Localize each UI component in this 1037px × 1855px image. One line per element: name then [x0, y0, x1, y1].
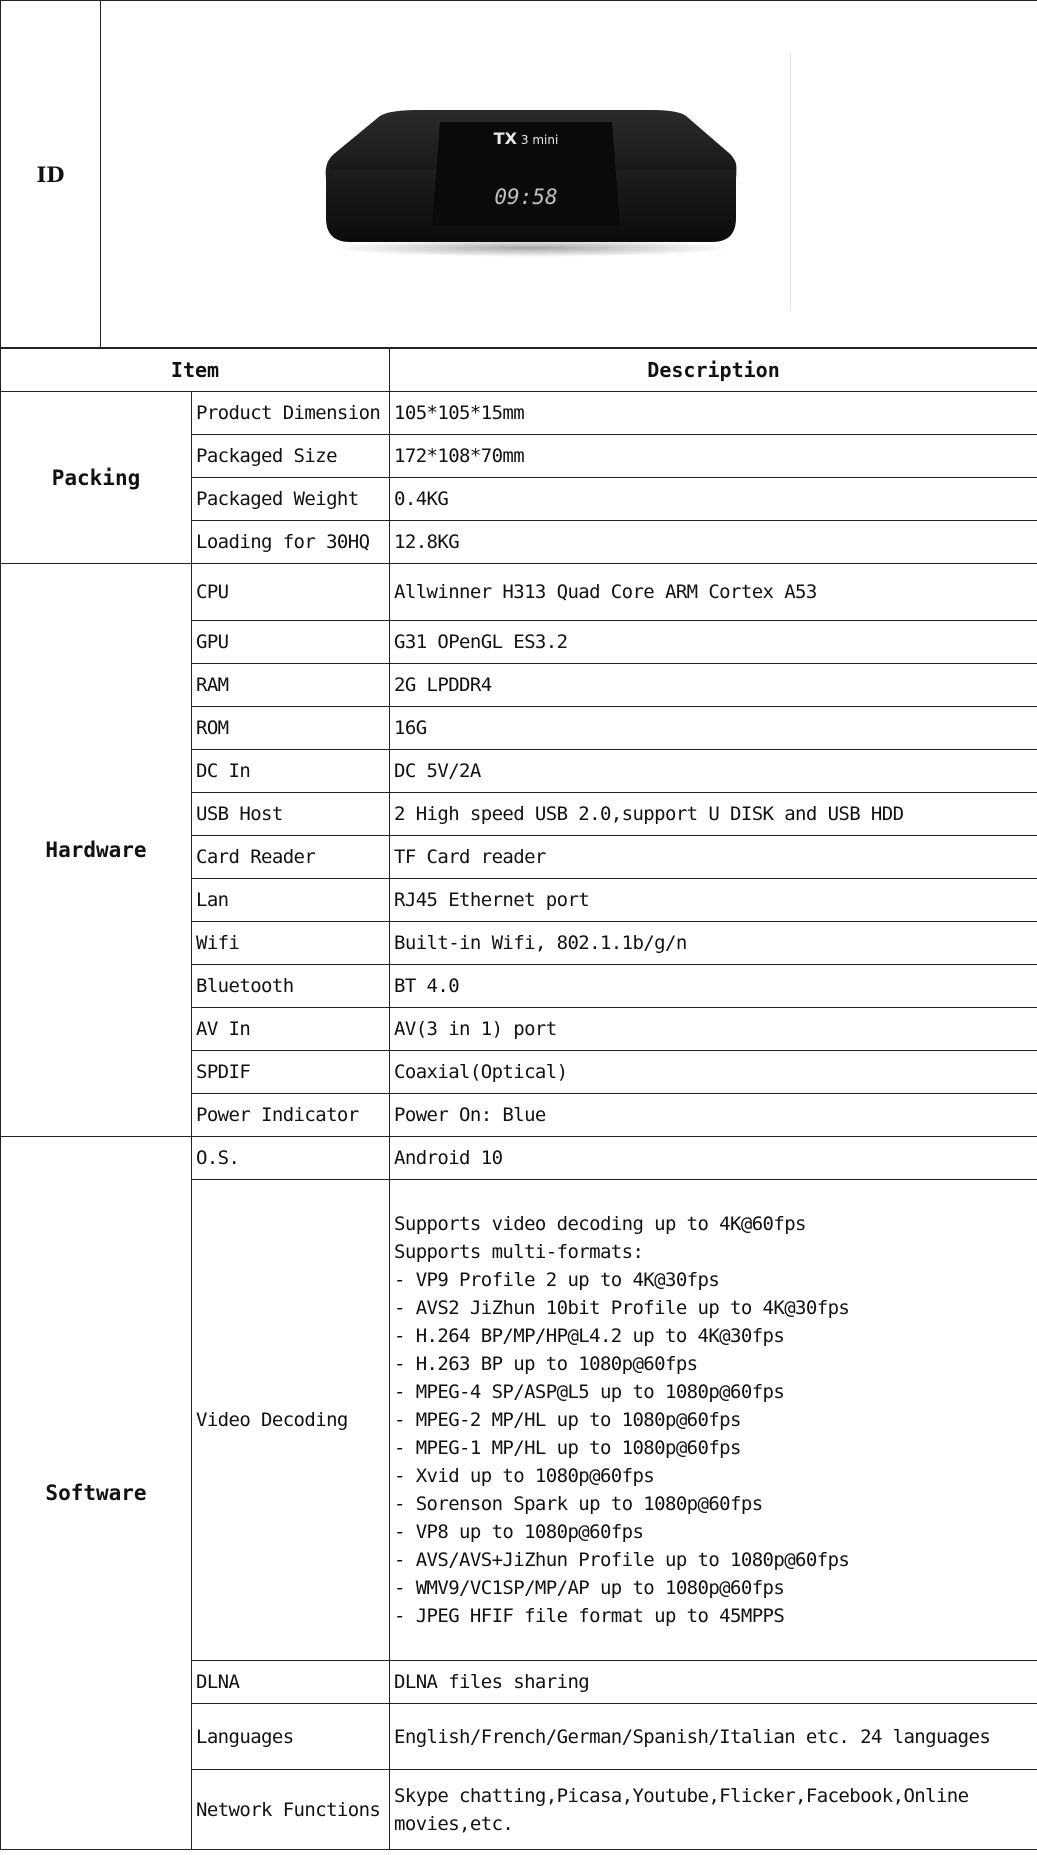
group-hardware: Hardware: [1, 564, 192, 1137]
row-item: Card Reader: [192, 836, 390, 879]
row-value: DC 5V/2A: [390, 750, 1037, 793]
brand-logo: TX 3 mini: [493, 129, 559, 148]
group-software: Software: [1, 1137, 192, 1850]
row-value: 2G LPDDR4: [390, 664, 1037, 707]
row-item: Power Indicator: [192, 1094, 390, 1137]
row-value: 16G: [390, 707, 1037, 750]
row-value: 0.4KG: [390, 478, 1037, 521]
list-item: Supports multi-formats:: [394, 1241, 644, 1263]
list-item: - AVS2 JiZhun 10bit Profile up to 4K@30fps: [394, 1297, 850, 1319]
row-value: 105*105*15mm: [390, 392, 1037, 435]
group-packing: Packing: [1, 392, 192, 564]
row-item: AV In: [192, 1008, 390, 1051]
row-item: Video Decoding: [192, 1180, 390, 1661]
row-item: RAM: [192, 664, 390, 707]
row-value: AV(3 in 1) port: [390, 1008, 1037, 1051]
row-item: Bluetooth: [192, 965, 390, 1008]
row-value: Coaxial(Optical): [390, 1051, 1037, 1094]
list-item: - WMV9/VC1SP/MP/AP up to 1080p@60fps: [394, 1577, 785, 1599]
row-item: Loading for 30HQ: [192, 521, 390, 564]
row-item: O.S.: [192, 1137, 390, 1180]
row-item: Wifi: [192, 922, 390, 965]
row-value: G31 OPenGL ES3.2: [390, 621, 1037, 664]
row-value: TF Card reader: [390, 836, 1037, 879]
row-item: Packaged Size: [192, 435, 390, 478]
row-value: DLNA files sharing: [390, 1661, 1037, 1704]
row-item: Network Functions: [192, 1770, 390, 1850]
row-item: GPU: [192, 621, 390, 664]
table-row: [1, 392, 1037, 435]
list-item: - JPEG HFIF file format up to 45MPPS: [394, 1605, 785, 1627]
list-item: - H.263 BP up to 1080p@60fps: [394, 1353, 698, 1375]
row-item: Product Dimension: [192, 392, 390, 435]
clock-display: 09:58: [494, 185, 558, 209]
list-item: Supports video decoding up to 4K@60fps: [394, 1213, 806, 1235]
list-item: - VP8 up to 1080p@60fps: [394, 1521, 644, 1543]
list-item: - AVS/AVS+JiZhun Profile up to 1080p@60fps: [394, 1549, 850, 1571]
row-item: USB Host: [192, 793, 390, 836]
tv-box-product-image: [320, 108, 740, 258]
list-item: - VP9 Profile 2 up to 4K@30fps: [394, 1269, 720, 1291]
row-value: Android 10: [390, 1137, 1037, 1180]
table-row: [1, 564, 1037, 621]
row-value: RJ45 Ethernet port: [390, 879, 1037, 922]
row-item: Lan: [192, 879, 390, 922]
list-item: - MPEG-4 SP/ASP@L5 up to 1080p@60fps: [394, 1381, 785, 1403]
spec-table: [0, 348, 1037, 1850]
row-value: BT 4.0: [390, 965, 1037, 1008]
list-item: - MPEG-2 MP/HL up to 1080p@60fps: [394, 1409, 741, 1431]
row-item: DLNA: [192, 1661, 390, 1704]
list-item: - Sorenson Spark up to 1080p@60fps: [394, 1493, 763, 1515]
row-item: Languages: [192, 1704, 390, 1770]
header-description: Description: [390, 349, 1037, 392]
header-item: Item: [1, 349, 390, 392]
row-item: Packaged Weight: [192, 478, 390, 521]
list-item: - H.264 BP/MP/HP@L4.2 up to 4K@30fps: [394, 1325, 785, 1347]
row-item: SPDIF: [192, 1051, 390, 1094]
table-row: [1, 1137, 1037, 1180]
row-value: Skype chatting,Picasa,Youtube,Flicker,Facebook,Online movies,etc.: [390, 1770, 1037, 1850]
list-item: - Xvid up to 1080p@60fps: [394, 1465, 655, 1487]
id-label: ID: [1, 1, 101, 348]
video-decoding-list: [390, 1180, 1037, 1661]
row-value: 172*108*70mm: [390, 435, 1037, 478]
table-header-row: [1, 349, 1037, 392]
row-value: Built-in Wifi, 802.1.1b/g/n: [390, 922, 1037, 965]
row-item: CPU: [192, 564, 390, 621]
row-value: English/French/German/Spanish/Italian etc. 24 languages: [390, 1704, 1037, 1770]
list-item: - MPEG-1 MP/HL up to 1080p@60fps: [394, 1437, 741, 1459]
row-value: 2 High speed USB 2.0,support U DISK and USB HDD: [390, 793, 1037, 836]
row-value: Allwinner H313 Quad Core ARM Cortex A53: [390, 564, 1037, 621]
row-item: DC In: [192, 750, 390, 793]
image-edge-line: [790, 52, 791, 310]
row-item: ROM: [192, 707, 390, 750]
row-value: Power On: Blue: [390, 1094, 1037, 1137]
row-value: 12.8KG: [390, 521, 1037, 564]
